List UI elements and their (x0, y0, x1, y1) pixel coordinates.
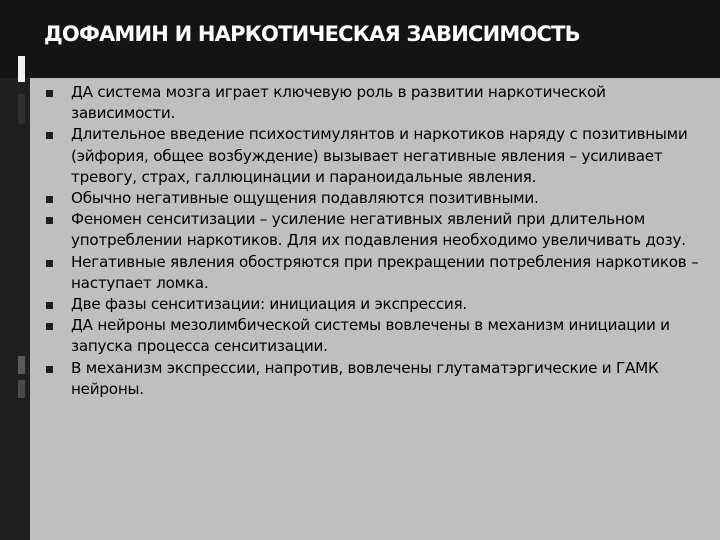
bullet-item (44, 252, 706, 294)
decorative-bar (18, 94, 25, 124)
square-bullet-icon (46, 260, 53, 267)
bullet-text: ДА нейроны мезолимбической системы вовлечены в механизм инициации и запуска процесса сенситизации. (71, 316, 670, 356)
bullet-item (44, 358, 706, 400)
bullet-text: Феномен сенситизации – усиление негативных явлений при длительном употреблении наркотиков. Для их подавления необходимо увеличивать дозу. (71, 210, 686, 250)
square-bullet-icon (46, 302, 53, 309)
bullet-text: В механизм экспрессии, напротив, вовлечены глутаматэргические и ГАМК нейроны. (71, 358, 659, 398)
square-bullet-icon (46, 196, 53, 203)
bullet-text: Длительное введение психостимулянтов и наркотиков наряду с позитивными (эйфория, общее возбуждение) вызывает негативные явления – усиливает тревогу, страх, галлюцинации и параноидальные явления. (71, 125, 688, 186)
square-bullet-icon (46, 217, 53, 224)
square-bullet-icon (46, 90, 53, 97)
bullet-text: Две фазы сенситизации: инициация и экспрессия. (71, 295, 468, 314)
bullet-item (44, 124, 706, 188)
square-bullet-icon (46, 132, 53, 139)
bullet-item (44, 315, 706, 357)
bullet-list (44, 82, 706, 400)
bullet-item (44, 294, 706, 315)
bullet-text: ДА система мозга играет ключевую роль в развитии наркотической зависимости. (71, 83, 606, 123)
slide-title: ДОФАМИН И НАРКОТИЧЕСКАЯ ЗАВИСИМОСТЬ (44, 22, 580, 46)
bullet-text: Обычно негативные ощущения подавляются позитивными. (71, 189, 539, 208)
square-bullet-icon (46, 366, 53, 373)
bullet-item (44, 209, 706, 251)
bullet-item (44, 82, 706, 124)
square-bullet-icon (46, 323, 53, 330)
decorative-bar (18, 56, 25, 82)
bullet-item (44, 188, 706, 209)
decorative-square (18, 380, 25, 398)
bullet-text: Негативные явления обостряются при прекращении потребления наркотиков – наступает ломка. (71, 252, 699, 292)
decorative-square (18, 356, 25, 374)
